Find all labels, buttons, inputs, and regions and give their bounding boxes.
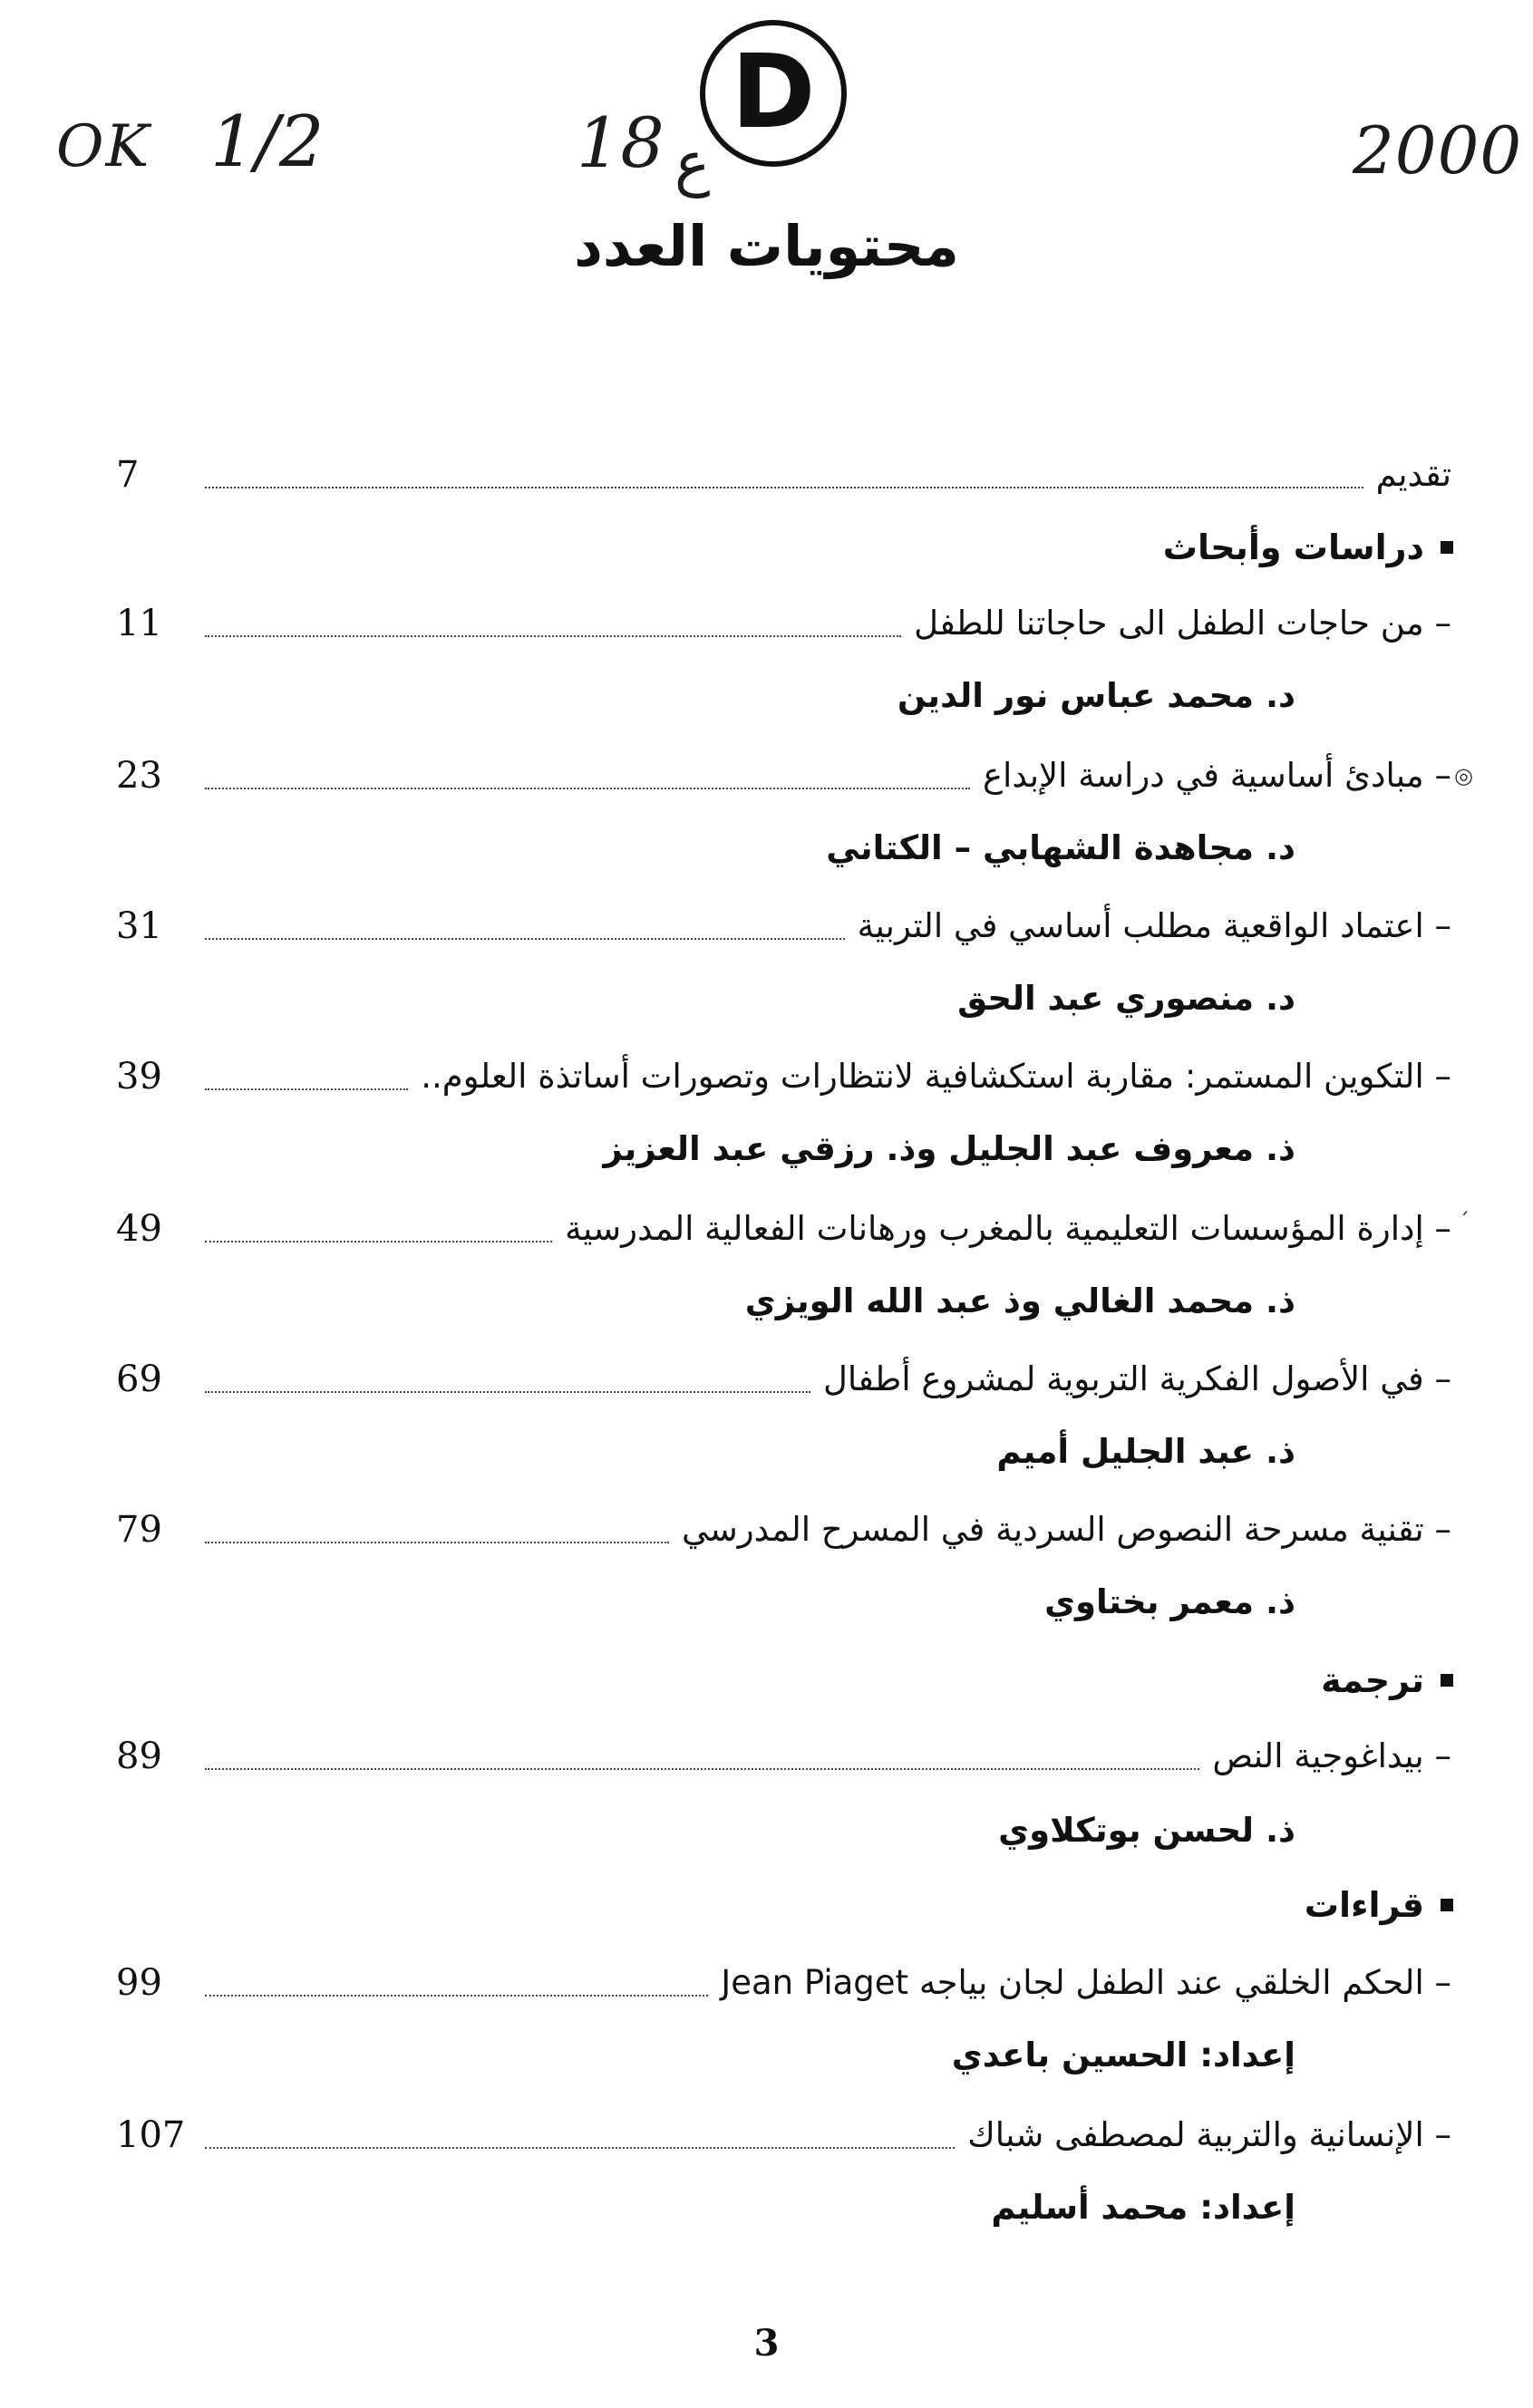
entry-title: – تقنية مسرحة النصوص السردية في المسرح المدرسي (681, 1510, 1451, 1549)
dot-leader (205, 1542, 669, 1543)
dot-leader (205, 635, 901, 637)
page-number: 23 (116, 755, 162, 797)
footer-page-number: 3 (753, 2322, 780, 2364)
dot-leader (205, 1995, 708, 1997)
entry-title: – من حاجات الطفل الى حاجاتنا للطفل (914, 604, 1451, 643)
page-number: 31 (116, 905, 162, 947)
margin-circle-mark-icon: ◎ (1454, 763, 1473, 788)
svg-text:D: D (731, 34, 816, 151)
page-number: 79 (116, 1509, 162, 1551)
page-number: 39 (116, 1056, 162, 1098)
margin-tick-mark-icon: ˊ (1459, 1209, 1470, 1234)
square-bullet-icon (1441, 541, 1453, 554)
handwritten-fraction-note: 1/2 (210, 102, 325, 183)
entry-author: إعداد: محمد أسليم (991, 2188, 1295, 2227)
entry-title: – إدارة المؤسسات التعليمية بالمغرب ورهانات الفعالية المدرسية (565, 1209, 1451, 1248)
entry-author: إعداد: الحسين باعدي (951, 2036, 1295, 2074)
toc-entry (0, 1194, 1533, 1263)
entry-title: – في الأصول الفكرية التربوية لمشروع أطفال (823, 1359, 1451, 1398)
entry-title: – الإنسانية والتربية لمصطفى شباك (967, 2115, 1451, 2154)
square-bullet-icon (1441, 1674, 1453, 1687)
page-number: 7 (116, 454, 140, 496)
entry-title: – الحكم الخلقي عند الطفل لجان بياجه Jean Piaget (721, 1963, 1451, 2002)
dot-leader (205, 487, 1363, 488)
entry-author: ذ. محمد الغالي وذ عبد الله الويزي (744, 1281, 1295, 1320)
entry-author: ذ. معروف عبد الجليل وذ. رزقي عبد العزيز (603, 1129, 1295, 1168)
entry-title: – اعتماد الواقعية مطلب أساسي في التربية (857, 906, 1451, 945)
entry-title: – التكوين المستمر: مقاربة استكشافية لانتظارات وتصورات أساتذة العلوم.. (421, 1057, 1451, 1096)
handwritten-issue-number: 18 (577, 102, 665, 183)
toc-entry (0, 1495, 1533, 1564)
entry-author: ذ. لحسن بوتكلاوي (998, 1811, 1295, 1850)
page-title: محتويات العدد (574, 213, 959, 279)
entry-author: د. منصوري عبد الحق (957, 979, 1295, 1018)
page-number: 69 (116, 1359, 162, 1400)
toc-entry (0, 1042, 1533, 1111)
toc-entry (0, 589, 1533, 658)
toc-entry-intro (0, 440, 1533, 509)
entry-author: ذ. معمر بختاوي (1044, 1582, 1295, 1621)
page-number: 49 (116, 1208, 162, 1250)
toc-entry (0, 1345, 1533, 1414)
dot-leader (205, 1768, 1199, 1770)
square-bullet-icon (1441, 1899, 1453, 1911)
dot-leader (205, 1391, 810, 1393)
section-heading-translation: ترجمة (0, 1646, 1533, 1715)
page-number: 99 (116, 1962, 162, 2004)
toc-entry (0, 2101, 1533, 2170)
toc-entry (0, 741, 1533, 810)
toc-entry (0, 1949, 1533, 2017)
page-number: 89 (116, 1736, 162, 1777)
entry-author: د. مجاهدة الشهابي – الكتاني (826, 828, 1295, 867)
entry-title: – بيداغوجية النص (1212, 1736, 1451, 1775)
dot-leader (205, 938, 845, 940)
dot-leader (205, 1241, 552, 1243)
page-number: 11 (116, 603, 162, 644)
toc-entry (0, 892, 1533, 961)
handwritten-ok-note: OK (56, 113, 151, 180)
entry-title: تقديم (1375, 455, 1451, 494)
entry-author: د. محمد عباس نور الدين (897, 676, 1295, 715)
dot-leader (205, 1088, 408, 1090)
dot-leader (205, 2147, 955, 2149)
entry-title: – مبادئ أساسية في دراسة الإبداع (982, 756, 1451, 795)
entry-author: ذ. عبد الجليل أميم (996, 1432, 1295, 1471)
handwritten-year: 2000 (1353, 112, 1523, 189)
toc-entry (0, 1722, 1533, 1791)
handwritten-issue-letter: ع (674, 129, 711, 198)
section-heading-readings: قراءات (0, 1871, 1533, 1939)
page-number: 107 (116, 2114, 186, 2156)
section-heading-studies: دراسات وأبحاث (0, 513, 1533, 582)
dot-leader (205, 788, 970, 789)
